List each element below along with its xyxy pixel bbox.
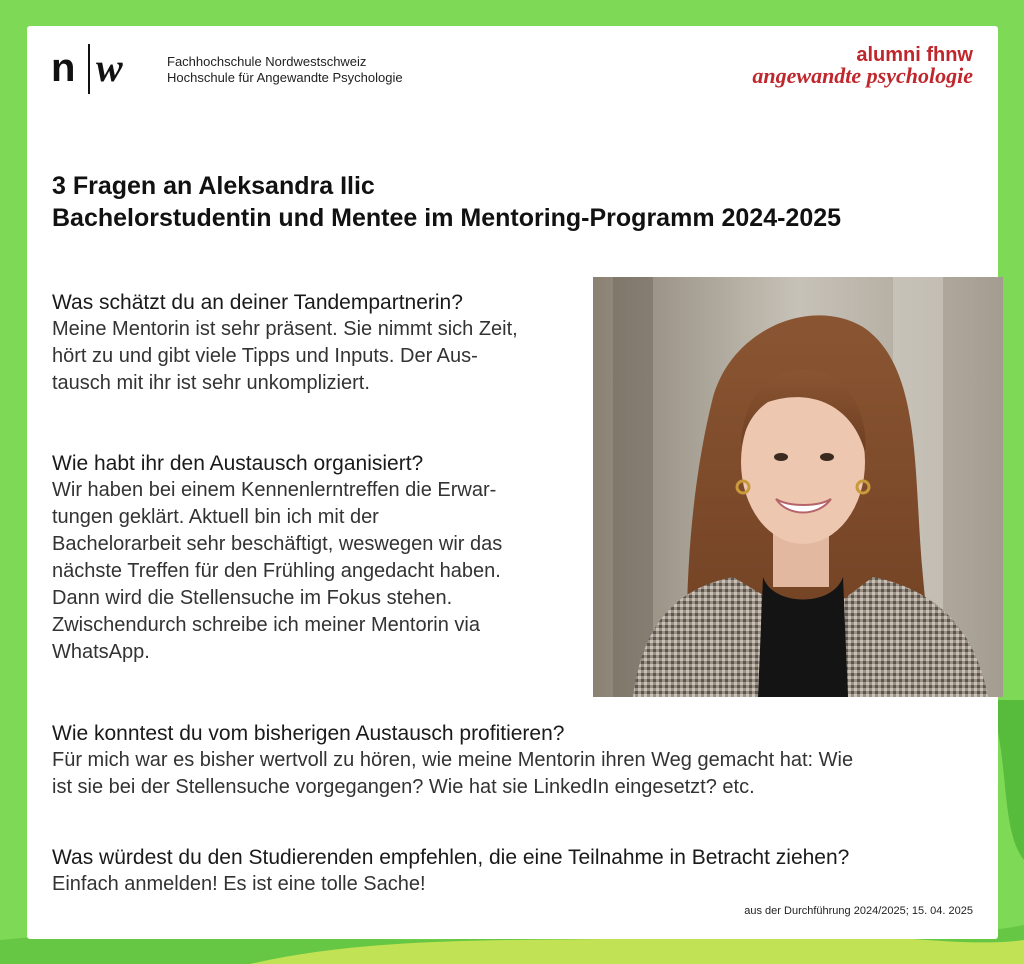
answer-2 [52, 477, 502, 666]
alumni-logo [752, 46, 973, 87]
answer-line: Für mich war es bisher wertvoll zu hören, wie meine Mentorin ihren Weg gemacht hat: Wie [52, 749, 854, 771]
page-title [52, 170, 841, 234]
answer-line: Meine Mentorin ist sehr präsent. Sie nimmt sich Zeit, [52, 318, 518, 340]
portrait-photo [593, 277, 1003, 697]
title-line-1: 3 Fragen an Aleksandra Ilic [52, 172, 375, 200]
answer-3 [52, 747, 853, 801]
qa-block-4 [52, 844, 849, 898]
qa-block-3 [52, 720, 853, 801]
answer-1 [52, 316, 518, 397]
qa-block-2 [52, 450, 502, 666]
institution-name [167, 54, 403, 86]
answer-line: Dann wird die Stellensuche im Fokus stehen. [52, 587, 453, 609]
alumni-logo-line-2: angewandte psychologie [752, 63, 973, 88]
question-4: Was würdest du den Studierenden empfehlen, die eine Teilnahme in Betracht ziehen? [52, 846, 850, 869]
answer-line: Einfach anmelden! Es ist eine tolle Sache! [52, 873, 426, 895]
logo-mark-w: w [96, 45, 123, 90]
answer-line: tausch mit ihr ist sehr unkompliziert. [52, 372, 370, 394]
question-1: Was schätzt du an deiner Tandempartnerin? [52, 291, 463, 314]
footer-note: aus der Durchführung 2024/2025; 15. 04. 2025 [744, 905, 973, 917]
answer-line: hört zu und gibt viele Tipps und Inputs. Der Aus- [52, 345, 478, 367]
alumni-logo-line-1: alumni fhnw [856, 44, 973, 66]
institution-line-2: Hochschule für Angewandte Psychologie [167, 70, 403, 85]
answer-line: Wir haben bei einem Kennenlerntreffen die Erwar- [52, 479, 497, 501]
portrait-illustration [593, 277, 1003, 697]
title-line-2: Bachelorstudentin und Mentee im Mentoring-Programm 2024-2025 [52, 204, 842, 232]
answer-line: WhatsApp. [52, 641, 150, 663]
answer-line: nächste Treffen für den Frühling angedacht haben. [52, 560, 501, 582]
institution-line-1: Fachhochschule Nordwestschweiz [167, 54, 367, 69]
question-2: Wie habt ihr den Austausch organisiert? [52, 452, 424, 475]
answer-line: Bachelorarbeit sehr beschäftigt, weswegen wir das [52, 533, 503, 555]
logo-divider [88, 44, 90, 94]
logo-mark-n: n [51, 46, 76, 90]
answer-4 [52, 871, 849, 898]
answer-line: Zwischendurch schreibe ich meiner Mentorin via [52, 614, 480, 636]
answer-line: ist sie bei der Stellensuche vorgegangen? Wie hat sie LinkedIn eingesetzt? etc. [52, 776, 755, 798]
answer-line: tungen geklärt. Aktuell bin ich mit der [52, 506, 379, 528]
question-3: Wie konntest du vom bisherigen Austausch profitieren? [52, 722, 565, 745]
qa-block-1 [52, 289, 518, 397]
